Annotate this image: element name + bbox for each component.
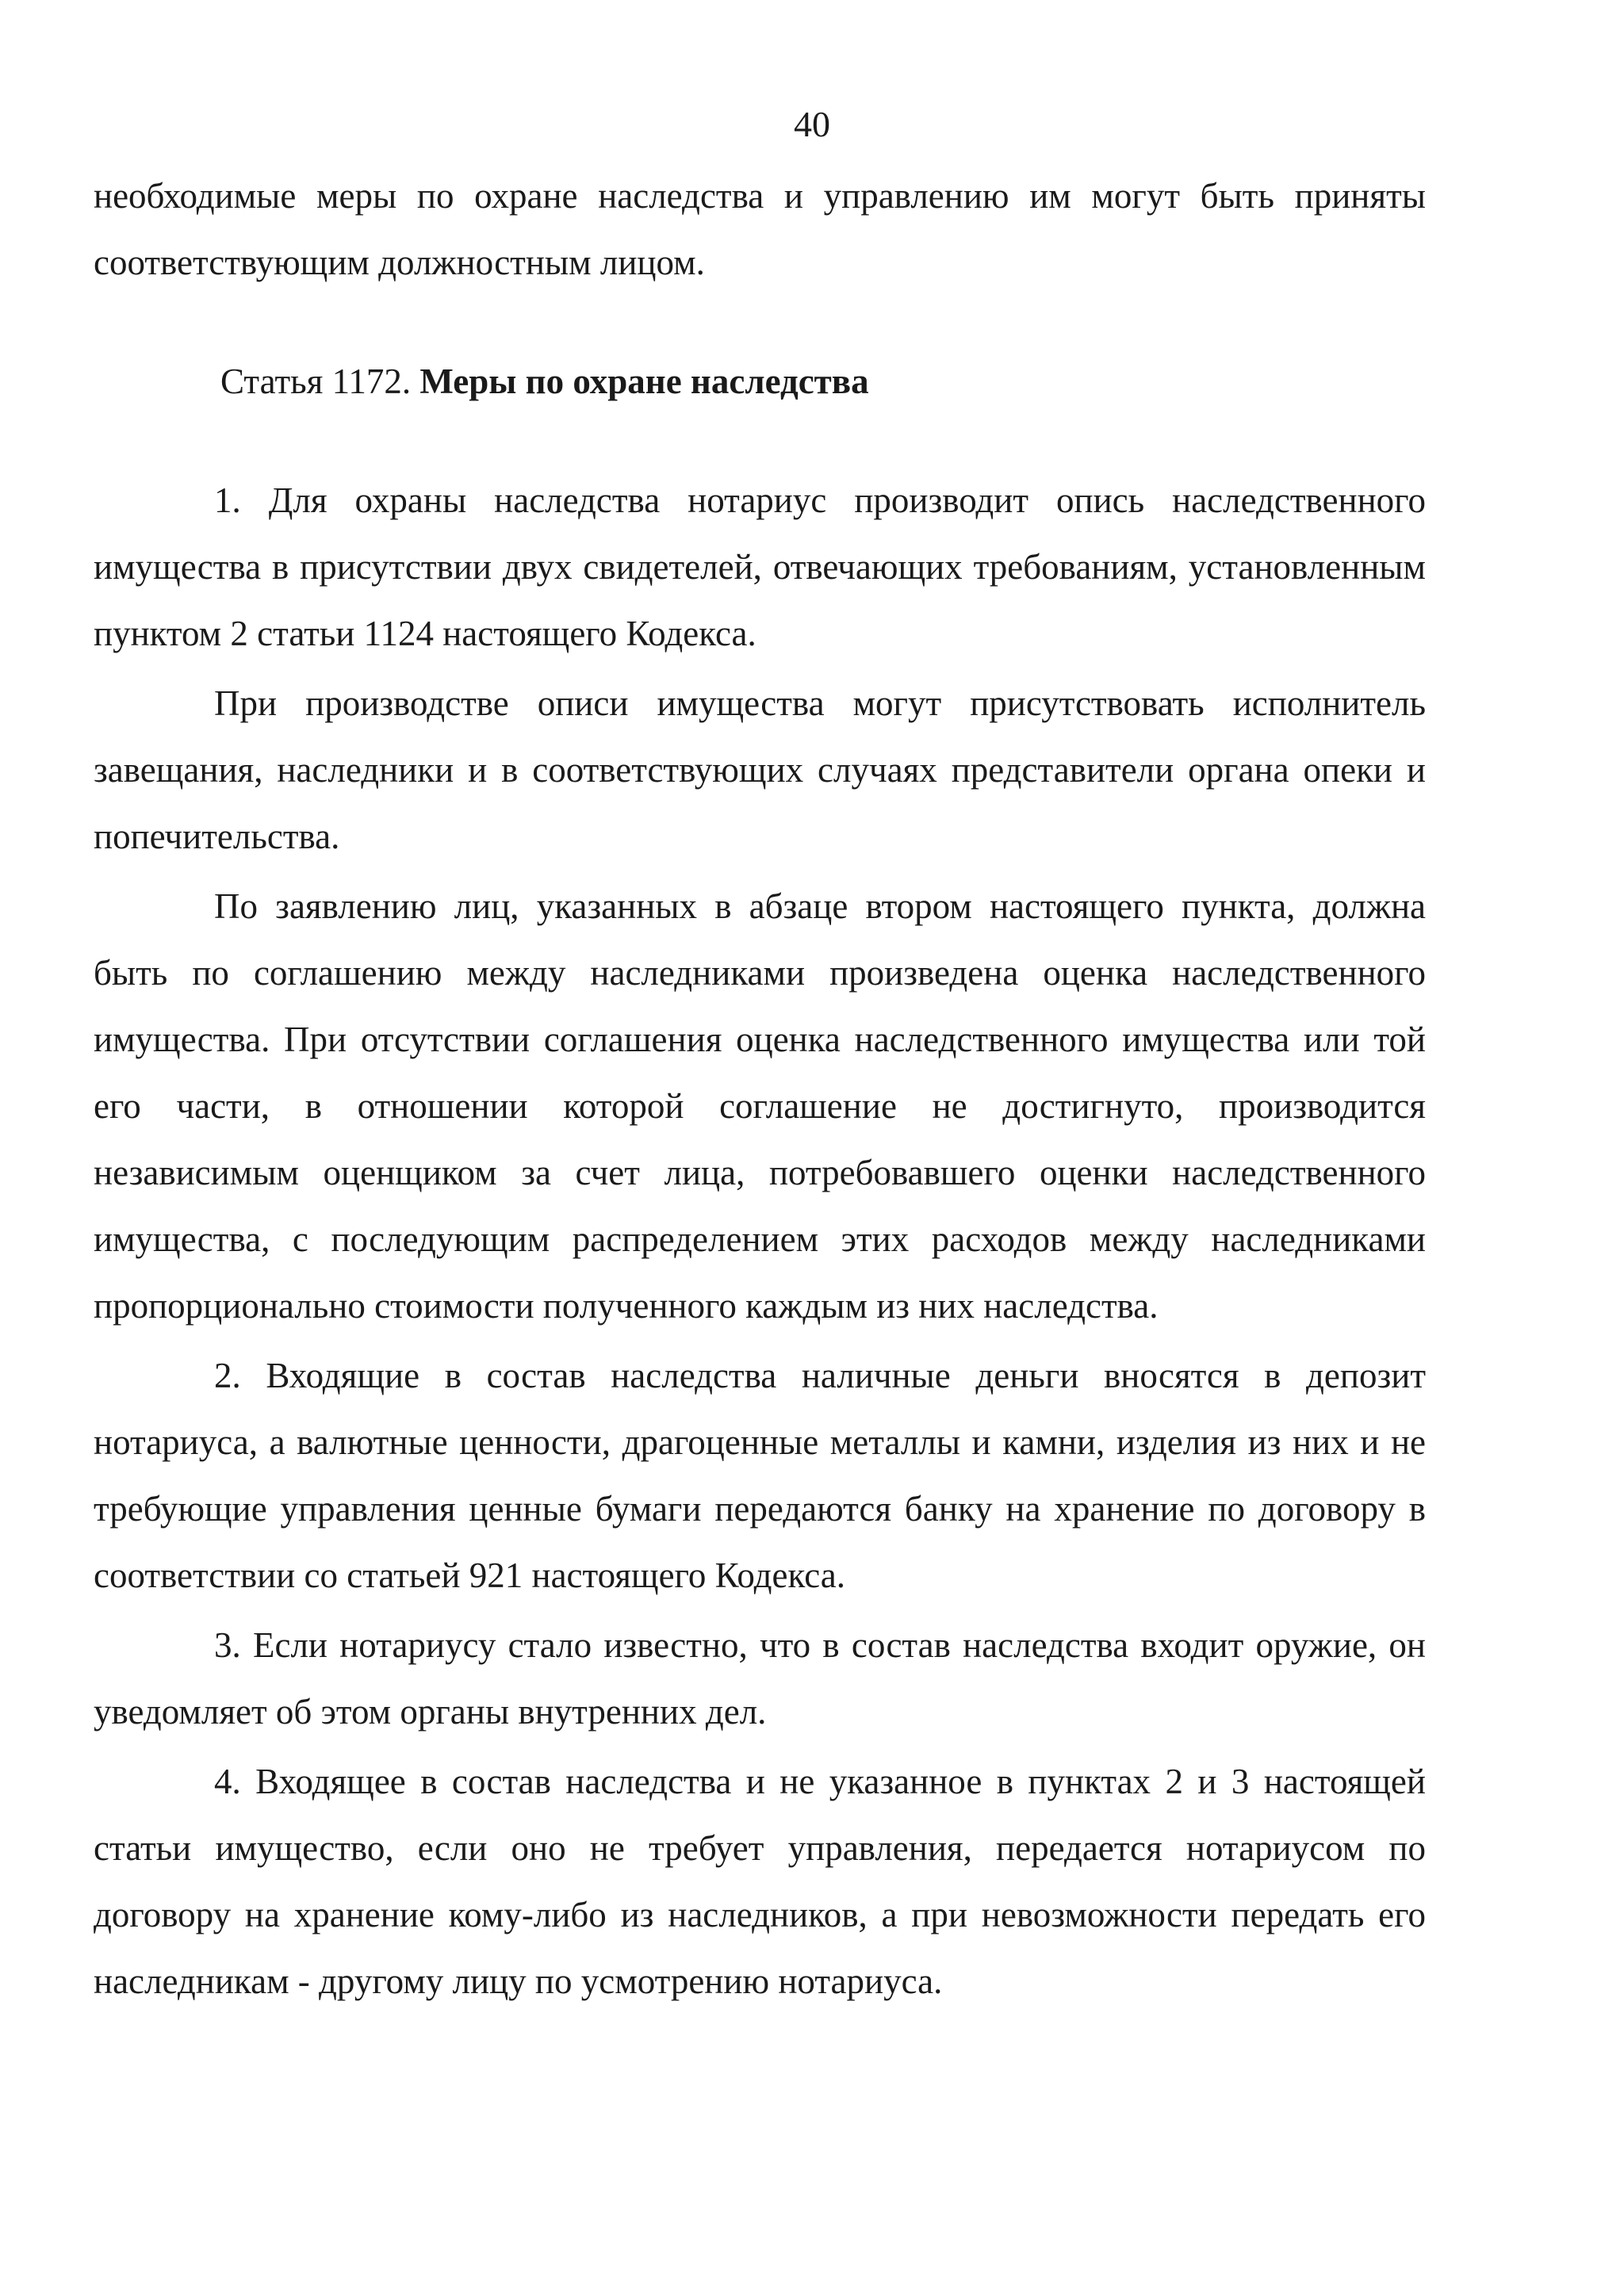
- paragraph-1: 1. Для охраны наследства нотариус производит опись наследственного имущества в присутствии двух свидетелей, отвечающих требованиям, установленным пунктом 2 статьи 1124 настоящего Кодекса.: [94, 480, 1426, 653]
- intro-paragraph: необходимые меры по охране наследства и управлению им могут быть приняты соответствующим должностным лицом.: [94, 176, 1426, 282]
- document-body: [94, 163, 1426, 2015]
- page-number: 40: [794, 104, 830, 144]
- paragraph-1-2: При производстве описи имущества могут присутствовать исполнитель завещания, наследники и в соответствующих случаях представители органа опеки и попечительства.: [94, 683, 1426, 856]
- paragraph-1-3: По заявлению лиц, указанных в абзаце втором настоящего пункта, должна быть по соглашению между наследниками произведена оценка наследственного имущества. При отсутствии соглашения оценка наследственного имущества или той его части, в отношении которой соглашение не достигнуто, производится независимым оценщиком за счет лица, потребовавшего оценки наследственного имущества, с последующим распределением этих расходов между наследниками пропорционально стоимости полученного каждым из них наследства.: [94, 886, 1426, 1326]
- article-label: Статья 1172.: [220, 362, 412, 401]
- paragraph-2: 2. Входящие в состав наследства наличные деньги вносятся в депозит нотариуса, а валютные ценности, драгоценные металлы и камни, изделия из них и не требующие управления ценные бумаги передаются банку на хранение по договору в соответствии со статьей 921 настоящего Кодекса.: [94, 1356, 1426, 1595]
- paragraph-4: 4. Входящее в состав наследства и не указанное в пунктах 2 и 3 настоящей статьи имущество, если оно не требует управления, передается нотариусом по договору на хранение кому-либо из наследников, а при невозможности передать его наследникам - другому лицу по усмотрению нотариуса.: [94, 1762, 1426, 2001]
- article-heading: [94, 348, 1426, 415]
- article-title: Меры по охране наследства: [419, 362, 869, 401]
- paragraph-3: 3. Если нотариусу стало известно, что в состав наследства входит оружие, он уведомляет об этом органы внутренних дел.: [94, 1625, 1426, 1732]
